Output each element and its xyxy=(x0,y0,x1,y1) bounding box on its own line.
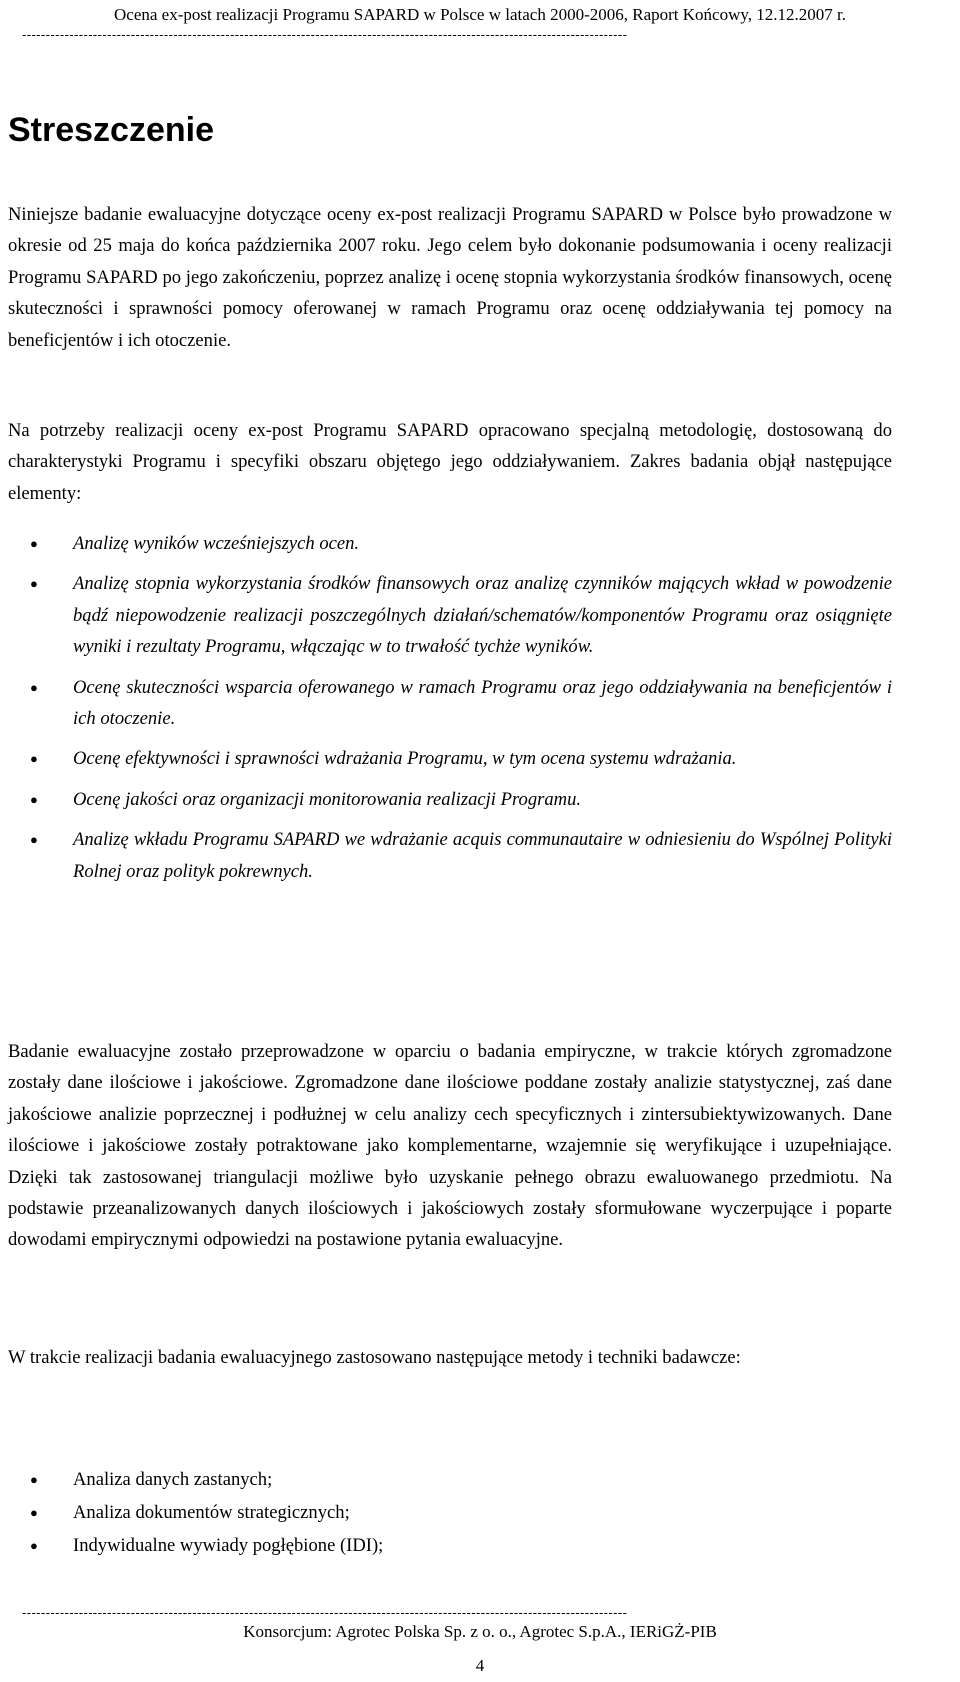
paragraph-methods-intro xyxy=(8,1342,892,1373)
list-item: ● Ocenę efektywności i sprawności wdrażania Programu, w tym ocena systemu wdrażania. xyxy=(8,743,892,774)
header-rule: -------------------------------------------------------------------------------------------------------------------------------- xyxy=(22,28,628,42)
list-item: ● Analizę stopnia wykorzystania środków finansowych oraz analizę czynników mających wkład w powodzenie bądź niepowodzenie realizacji poszczególnych działań/schematów/komponentów Programu oraz osiągnięte wyniki i rezultaty Programu, włączając w to trwałość tychże wyników. xyxy=(8,568,892,662)
list-item: ● Indywidualne wywiady pogłębione (IDI); xyxy=(8,1529,892,1562)
section-heading: Streszczenie xyxy=(8,111,214,149)
list-item: ● Analiza danych zastanych; xyxy=(8,1463,892,1496)
paragraph-text: Na potrzeby realizacji oceny ex-post Programu SAPARD opracowano specjalną metodologię, dostosowaną do charakterystyki Programu i specyfiki obszaru objętego jego oddziaływaniem. Zakres badania objął następujące elementy: xyxy=(8,420,892,504)
paragraph-text: Badanie ewaluacyjne zostało przeprowadzone w oparciu o badania empiryczne, w trakcie których zgromadzone zostały dane ilościowe i jakościowe. Zgromadzone dane ilościowe poddane zostały analizie statystycznej, zaś dane jakościowe analizie poprzecznej i podłużnej w celu analizy cech specyficznych i zintersubiektywizowanych. Dane ilościowe i jakościowe zostały potraktowane jako komplementarne, wzajemnie się weryfikujące i uzupełniające. Dzięki tak zastosowanej triangulacji możliwe było uzyskanie pełnego obrazu ewaluowanego przedmiotu. Na podstawie przeanalizowanych danych ilościowych i jakościowych zostały sformułowane wyczerpujące i poparte dowodami empirycznymi odpowiedzi na postawione pytania ewaluacyjne. xyxy=(8,1041,892,1251)
paragraph-intro xyxy=(8,199,892,356)
methods-list xyxy=(8,1463,892,1562)
footer-rule: -------------------------------------------------------------------------------------------------------------------------------- xyxy=(22,1606,628,1620)
list-item: ● Analizę wkładu Programu SAPARD we wdrażanie acquis communautaire w odniesieniu do Wspólnej Polityki Rolnej oraz polityk pokrewnych. xyxy=(8,824,892,887)
running-header: Ocena ex-post realizacji Programu SAPARD w Polsce w latach 2000-2006, Raport Końcowy, 12.12.2007 r. xyxy=(114,5,846,24)
footer-consortium: Konsorcjum: Agrotec Polska Sp. z o. o., Agrotec S.p.A., IERiGŻ-PIB xyxy=(243,1622,717,1641)
paragraph-research xyxy=(8,1036,892,1256)
page-number: 4 xyxy=(475,1656,485,1675)
paragraph-methodology xyxy=(8,415,892,509)
paragraph-text: Niniejsze badanie ewaluacyjne dotyczące oceny ex-post realizacji Programu SAPARD w Polsce było prowadzone w okresie od 25 maja do końca października 2007 roku. Jego celem było dokonanie podsumowania i oceny realizacji Programu SAPARD po jego zakończeniu, poprzez analizę i ocenę stopnia wykorzystania środków finansowych, ocenę skuteczności i sprawności pomocy oferowanej w ramach Programu oraz ocenę oddziaływania tej pomocy na beneficjentów i ich otoczenie. xyxy=(8,204,892,351)
paragraph-text: W trakcie realizacji badania ewaluacyjnego zastosowano następujące metody i techniki badawcze: xyxy=(8,1347,741,1368)
list-item: ● Ocenę jakości oraz organizacji monitorowania realizacji Programu. xyxy=(8,784,892,815)
list-item: ● Analizę wyników wcześniejszych ocen. xyxy=(8,528,892,559)
scope-list xyxy=(8,528,892,937)
list-item: ● Ocenę skuteczności wsparcia oferowanego w ramach Programu oraz jego oddziaływania na beneficjentów i ich otoczenie. xyxy=(8,672,892,735)
list-item: ● Analiza dokumentów strategicznych; xyxy=(8,1496,892,1529)
